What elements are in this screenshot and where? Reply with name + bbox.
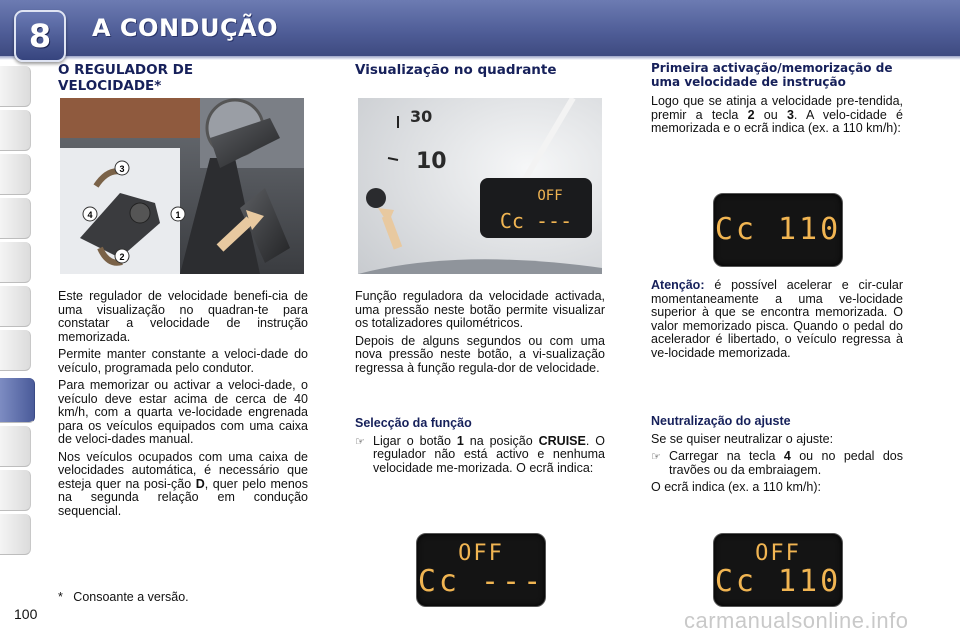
lcd-display-off-dashes: OFF Cc --- [416,533,546,607]
chapter-title: A CONDUÇÃO [92,14,279,42]
col2-selection [355,417,605,475]
bullet-item: ☞ Carregar na tecla 4 ou no pedal dos travões ou da embraiagem. [651,449,903,477]
lcd-display-speed: Cc 110 [713,193,843,267]
paragraph: O ecrã indica (ex. a 110 km/h): [651,480,821,494]
watermark-text: carmanualsonline.info [684,608,909,633]
col3-intro [651,95,903,140]
chapter-tab[interactable] [0,514,31,555]
cluster-lcd-line1: OFF [537,188,563,204]
header-shadow [0,56,960,60]
chapter-tab[interactable] [0,286,31,327]
paragraph: Este regulador de velocidade benefi-cia de uma visualização no quadran-te para constatar a velocidade de instrução memorizada. [58,289,308,344]
chapter-tab[interactable] [0,242,31,283]
col3-attention [651,279,903,364]
callout-2: 2 [119,252,125,262]
chapter-tabs-sidebar [0,60,34,580]
paragraph: Função reguladora da velocidade activada, uma pressão neste botão permite visualizar os totalizadores quilométricos. [355,289,605,330]
paragraph-attention: Atenção: é possível acelerar e cir-cular momentaneamente a uma ve-locidade superior à que se encontra memorizada. O valor memorizado pisca. Quando o pedal do acelerador é libertado, o veículo regressa à ve-locidade memorizada. [651,278,903,360]
chapter-tab[interactable] [0,110,31,151]
col1-body [58,290,308,522]
paragraph: Para memorizar ou activar a veloci-dade, o veículo deve estar acima de cerca de 40 km/h, com a quarta ve-locidade engrenada para os veículos equipados com uma caixa de veloci-dades manual. [58,378,308,446]
paragraph: Logo que se atinja a velocidade pre-tendida, premir a tecla 2 ou 3. A velo-cidade é memorizada e o ecrã indica (ex. a 110 km/h): [651,94,903,135]
lcd-display-off-speed: OFF Cc 110 [713,533,843,607]
bullet-item: ☞ Ligar o botão 1 na posição CRUISE. O regulador não está activo e nenhuma velocidade me-morizada. O ecrã indica: [355,433,605,475]
chapter-number-badge [14,10,66,62]
chapter-number: 8 [28,17,52,55]
pointing-hand-icon: ☞ [355,434,365,448]
col2-body [355,290,605,379]
chapter-tab[interactable] [0,330,31,371]
chapter-tab[interactable] [0,198,31,239]
footnote: * Consoante a versão. [58,590,189,604]
gauge-label-10: 10 [416,149,447,174]
chapter-tab[interactable] [0,154,31,195]
subheading-selection: Selecção da função [355,416,472,430]
cluster-lcd-line2: Cc --- [499,209,573,233]
pointing-hand-icon: ☞ [651,450,661,463]
paragraph: Nos veículos ocupados com uma caixa de velocidades automática, é necessário que esteja quer na posi-ção D, quer pelo menos na segunda relação em condução sequencial. [58,449,309,518]
callout-3: 3 [119,164,125,174]
chapter-tab[interactable] [0,426,31,467]
callout-4: 4 [87,210,93,220]
page-number: 100 [14,606,38,622]
chapter-tab-active[interactable] [0,378,35,423]
subheading-neutralization: Neutralização do ajuste [651,414,791,428]
chapter-tab[interactable] [0,470,31,511]
col3-neutralization [651,415,903,499]
instrument-cluster-photo [358,98,602,274]
gauge-label-30: 30 [410,107,433,126]
paragraph: Depois de alguns segundos ou com uma nova pressão neste botão, a vi-sualização regressa à função regula-dor de velocidade. [355,333,605,375]
section-heading-display: Visualização no quadrante [355,62,557,78]
section-heading-first-activation: Primeira activação/memorização de uma velocidade de instrução [651,61,893,89]
section-heading-speed-regulator: O REGULADOR DE VELOCIDADE* [58,62,194,94]
chapter-tab[interactable] [0,66,31,107]
callout-1: 1 [175,210,181,220]
paragraph: Se se quiser neutralizar o ajuste: [651,431,834,446]
steering-stalk-photo [60,98,304,274]
paragraph: Permite manter constante a veloci-dade do veículo, programada pelo condutor. [58,347,308,375]
